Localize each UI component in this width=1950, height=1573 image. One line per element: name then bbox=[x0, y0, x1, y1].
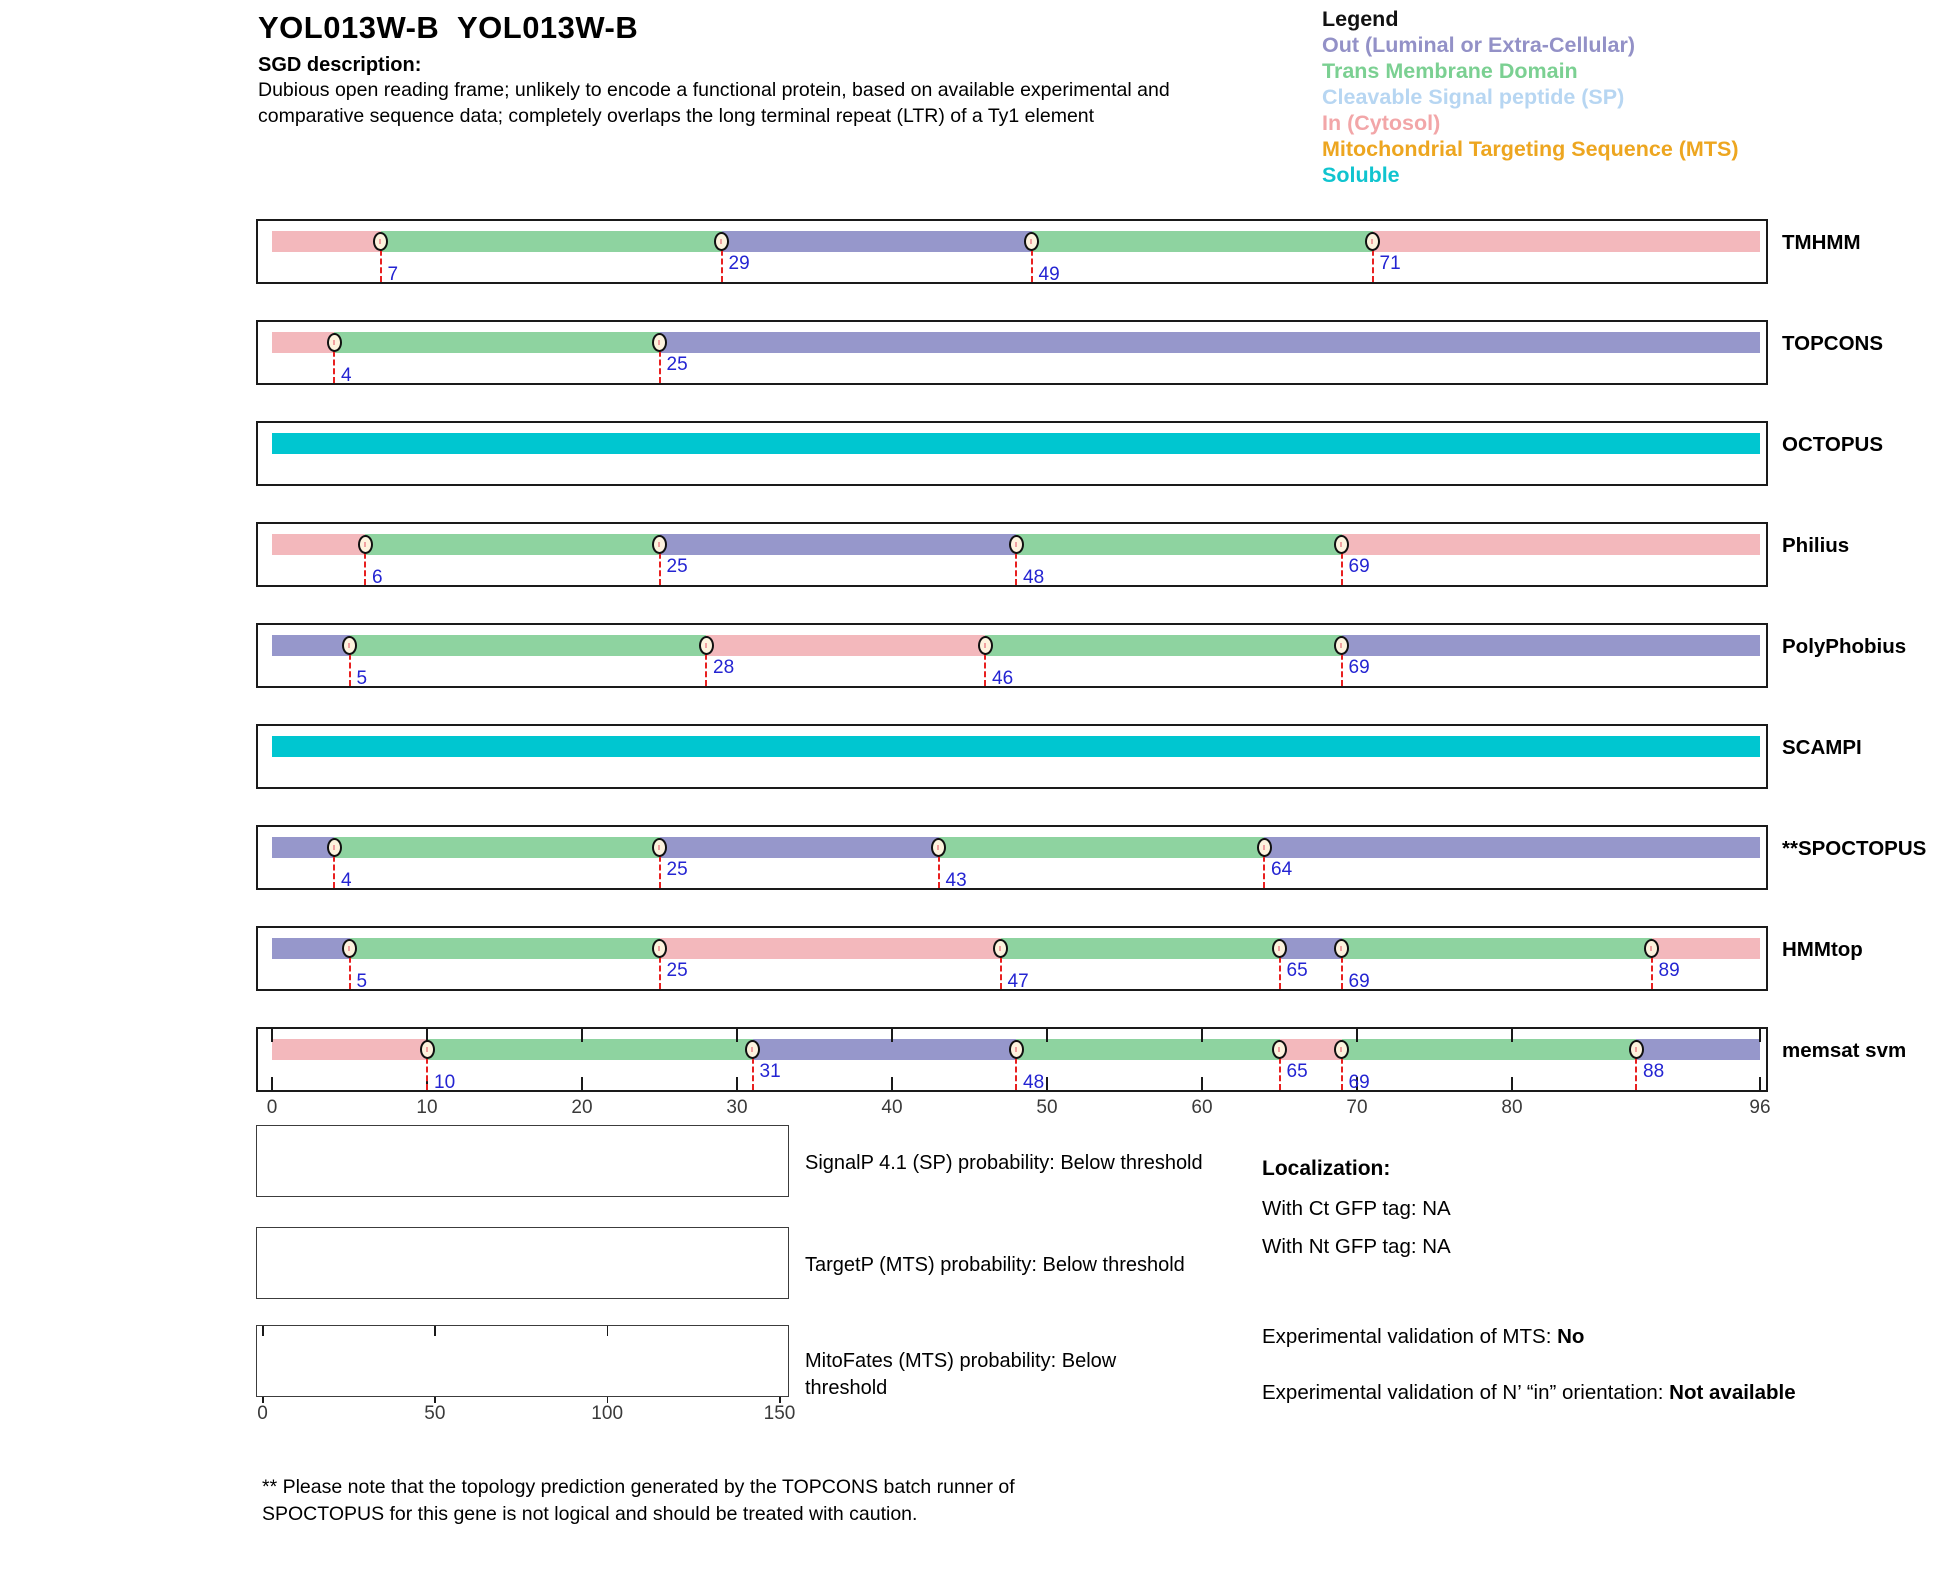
orientation-validation-value: Not available bbox=[1669, 1381, 1796, 1404]
track-name-polyphobius: PolyPhobius bbox=[1782, 635, 1907, 658]
probability-plot-2 bbox=[256, 1325, 789, 1397]
axis-tick-top bbox=[1511, 1029, 1513, 1042]
boundary-number: 65 bbox=[1286, 960, 1308, 981]
boundary-marker bbox=[652, 535, 667, 554]
boundary-number: 47 bbox=[1007, 971, 1029, 992]
segment-tm bbox=[1001, 938, 1280, 959]
marker-center-dot bbox=[426, 1047, 428, 1052]
boundary-marker bbox=[1334, 1040, 1349, 1059]
boundary-number: 43 bbox=[945, 870, 967, 891]
segment-tm bbox=[350, 938, 660, 959]
residue-axis-label: 50 bbox=[1036, 1097, 1058, 1118]
segment-tm bbox=[365, 534, 660, 555]
segment-in bbox=[1373, 231, 1761, 252]
axis-tick-bottom bbox=[736, 1077, 738, 1090]
segment-out bbox=[272, 837, 334, 858]
track-name-memsat-svm: memsat svm bbox=[1782, 1039, 1907, 1062]
sgd-description-text: Dubious open reading frame; unlikely to encode a functional protein, based on available experimental and comparative sequence data; completely overlaps the long terminal repeat (LTR) of a Ty1 element bbox=[258, 79, 1170, 127]
axis-tick-bottom bbox=[1511, 1077, 1513, 1090]
residue-axis-label: 30 bbox=[726, 1097, 748, 1118]
boundary-marker bbox=[1334, 939, 1349, 958]
segment-in bbox=[1280, 1039, 1342, 1060]
boundary-number: 6 bbox=[372, 567, 383, 588]
marker-center-dot bbox=[1340, 643, 1342, 648]
boundary-marker bbox=[993, 939, 1008, 958]
boundary-marker bbox=[652, 333, 667, 352]
residue-axis-label: 70 bbox=[1346, 1097, 1368, 1118]
residue-axis-label: 40 bbox=[881, 1097, 903, 1118]
prob-axis-label: 100 bbox=[591, 1403, 624, 1424]
boundary-number: 71 bbox=[1379, 253, 1401, 274]
residue-axis-label: 10 bbox=[416, 1097, 438, 1118]
boundary-marker bbox=[342, 636, 357, 655]
track-name-hmmtop: HMMtop bbox=[1782, 938, 1863, 961]
boundary-number: 69 bbox=[1348, 556, 1370, 577]
axis-tick-bottom bbox=[1046, 1077, 1048, 1090]
prob-axis-label: 150 bbox=[763, 1403, 796, 1424]
boundary-marker bbox=[1009, 535, 1024, 554]
segment-tm bbox=[334, 837, 660, 858]
boundary-number: 7 bbox=[387, 264, 399, 285]
boundary-marker bbox=[342, 939, 357, 958]
legend-item-out: Out (Luminal or Extra-Cellular) bbox=[1322, 33, 1635, 57]
axis-tick-bottom bbox=[1759, 1077, 1761, 1090]
segment-tm bbox=[985, 635, 1342, 656]
segment-in bbox=[272, 534, 365, 555]
spoctopus-footnote: ** Please note that the topology prediction generated by the TOPCONS batch runner of SPOCTOPUS for this gene is not logical and should be treated with caution. bbox=[262, 1476, 1015, 1525]
marker-center-dot bbox=[720, 239, 722, 244]
segment-tm bbox=[334, 332, 660, 353]
marker-center-dot bbox=[1015, 542, 1017, 547]
boundary-marker bbox=[1272, 939, 1287, 958]
marker-center-dot bbox=[1015, 1047, 1017, 1052]
boundary-marker bbox=[1024, 232, 1039, 251]
boundary-marker bbox=[1629, 1040, 1644, 1059]
mts-validation-line bbox=[1262, 1320, 1584, 1353]
marker-center-dot bbox=[1278, 946, 1280, 951]
segment-in bbox=[706, 635, 985, 656]
marker-center-dot bbox=[1263, 845, 1265, 850]
marker-center-dot bbox=[658, 340, 660, 345]
marker-center-dot bbox=[1030, 239, 1032, 244]
axis-tick-top bbox=[736, 1029, 738, 1042]
marker-center-dot bbox=[937, 845, 939, 850]
track-name-philius: Philius bbox=[1782, 534, 1850, 557]
boundary-marker bbox=[745, 1040, 760, 1059]
axis-tick-top bbox=[1046, 1029, 1048, 1042]
residue-axis-label: 0 bbox=[266, 1097, 278, 1118]
probability-plot-label-0: SignalP 4.1 (SP) probability: Below threshold bbox=[805, 1152, 1203, 1174]
boundary-marker bbox=[1644, 939, 1659, 958]
boundary-marker bbox=[1009, 1040, 1024, 1059]
probability-plot-0 bbox=[256, 1125, 789, 1197]
segment-tm bbox=[1342, 938, 1652, 959]
prob-axis-tick-top bbox=[434, 1326, 436, 1336]
orientation-validation-label: Experimental validation of N’ “in” orientation: bbox=[1262, 1381, 1670, 1404]
boundary-number: 69 bbox=[1348, 971, 1370, 992]
segment-out bbox=[753, 1039, 1017, 1060]
axis-tick-bottom bbox=[271, 1077, 273, 1090]
track-memsat-svm bbox=[256, 1027, 1768, 1092]
marker-center-dot bbox=[1340, 542, 1342, 547]
prob-axis-label: 0 bbox=[257, 1403, 268, 1424]
marker-center-dot bbox=[1340, 946, 1342, 951]
mts-validation-label: Experimental validation of MTS: bbox=[1262, 1325, 1558, 1348]
axis-tick-bottom bbox=[581, 1077, 583, 1090]
segment-tm bbox=[350, 635, 707, 656]
marker-center-dot bbox=[1371, 239, 1373, 244]
residue-axis-label: 80 bbox=[1501, 1097, 1523, 1118]
segment-soluble bbox=[272, 736, 1760, 757]
marker-center-dot bbox=[658, 542, 660, 547]
boundary-marker bbox=[1334, 535, 1349, 554]
boundary-number: 69 bbox=[1348, 1072, 1370, 1093]
boundary-number: 29 bbox=[728, 253, 750, 274]
axis-tick-top bbox=[891, 1029, 893, 1042]
segment-tm bbox=[1342, 1039, 1637, 1060]
marker-center-dot bbox=[379, 239, 381, 244]
prob-axis-label: 50 bbox=[424, 1403, 446, 1424]
track-name-tmhmm: TMHMM bbox=[1782, 231, 1861, 254]
boundary-number: 4 bbox=[341, 365, 352, 386]
boundary-number: 65 bbox=[1286, 1061, 1308, 1082]
marker-center-dot bbox=[1340, 1047, 1342, 1052]
marker-center-dot bbox=[1650, 946, 1652, 951]
marker-center-dot bbox=[658, 845, 660, 850]
segment-out bbox=[272, 635, 350, 656]
boundary-number: 48 bbox=[1023, 1072, 1045, 1093]
segment-in bbox=[1342, 534, 1761, 555]
residue-axis-label: 20 bbox=[571, 1097, 593, 1118]
boundary-number: 49 bbox=[1038, 264, 1060, 285]
boundary-number: 25 bbox=[666, 556, 688, 577]
segment-tm bbox=[1016, 1039, 1280, 1060]
boundary-marker bbox=[1334, 636, 1349, 655]
legend-item-soluble: Soluble bbox=[1322, 163, 1400, 187]
axis-tick-top bbox=[1759, 1029, 1761, 1042]
boundary-number: 89 bbox=[1658, 960, 1680, 981]
localization-heading: Localization: bbox=[1262, 1157, 1391, 1180]
axis-tick-bottom bbox=[891, 1077, 893, 1090]
boundary-number: 25 bbox=[666, 960, 688, 981]
marker-center-dot bbox=[984, 643, 986, 648]
track-name-octopus: OCTOPUS bbox=[1782, 433, 1883, 456]
boundary-number: 64 bbox=[1271, 859, 1293, 880]
boundary-marker bbox=[652, 939, 667, 958]
boundary-marker bbox=[358, 535, 373, 554]
axis-tick-top bbox=[581, 1029, 583, 1042]
marker-center-dot bbox=[751, 1047, 753, 1052]
boundary-number: 48 bbox=[1023, 567, 1045, 588]
marker-center-dot bbox=[1278, 1047, 1280, 1052]
segment-out bbox=[1636, 1039, 1760, 1060]
segment-tm bbox=[939, 837, 1265, 858]
boundary-number: 5 bbox=[356, 668, 368, 689]
track-name-spoctopus: **SPOCTOPUS bbox=[1782, 837, 1927, 860]
legend-item-mts: Mitochondrial Targeting Sequence (MTS) bbox=[1322, 137, 1739, 161]
boundary-marker bbox=[1257, 838, 1272, 857]
boundary-marker bbox=[714, 232, 729, 251]
orientation-validation-line bbox=[1262, 1376, 1802, 1409]
track-name-topcons: TOPCONS bbox=[1782, 332, 1883, 355]
boundary-marker bbox=[1272, 1040, 1287, 1059]
boundary-marker bbox=[327, 333, 342, 352]
boundary-marker bbox=[327, 838, 342, 857]
boundary-marker bbox=[420, 1040, 435, 1059]
boundary-marker bbox=[373, 232, 388, 251]
boundary-number: 4 bbox=[341, 870, 352, 891]
segment-out bbox=[660, 837, 939, 858]
track-name-scampi: SCAMPI bbox=[1782, 736, 1862, 759]
track-philius bbox=[256, 522, 1768, 587]
boundary-number: 28 bbox=[713, 657, 735, 678]
segment-in bbox=[272, 332, 334, 353]
marker-center-dot bbox=[999, 946, 1001, 951]
track-spoctopus bbox=[256, 825, 1768, 890]
marker-center-dot bbox=[658, 946, 660, 951]
boundary-number: 31 bbox=[759, 1061, 781, 1082]
prob-axis-tick-top bbox=[262, 1326, 264, 1336]
track-tmhmm bbox=[256, 219, 1768, 284]
track-topcons bbox=[256, 320, 1768, 385]
prob-axis-tick-top bbox=[607, 1326, 609, 1336]
segment-tm bbox=[1016, 534, 1342, 555]
marker-center-dot bbox=[333, 340, 335, 345]
track-polyphobius bbox=[256, 623, 1768, 688]
boundary-number: 5 bbox=[356, 971, 368, 992]
segment-in bbox=[660, 938, 1001, 959]
segment-out bbox=[660, 332, 1761, 353]
segment-in bbox=[1652, 938, 1761, 959]
marker-center-dot bbox=[364, 542, 366, 547]
axis-tick-top bbox=[271, 1029, 273, 1042]
legend-title: Legend bbox=[1322, 7, 1399, 31]
segment-out bbox=[1280, 938, 1342, 959]
localization-nt-gfp: With Nt GFP tag: NA bbox=[1262, 1235, 1451, 1258]
residue-axis-label: 60 bbox=[1191, 1097, 1213, 1118]
probability-plot-label-1: TargetP (MTS) probability: Below threshold bbox=[805, 1254, 1185, 1276]
segment-out bbox=[272, 938, 350, 959]
residue-axis-label: 96 bbox=[1749, 1097, 1771, 1118]
legend-items bbox=[1322, 32, 1738, 188]
mts-validation-value: No bbox=[1557, 1325, 1585, 1348]
segment-out bbox=[1342, 635, 1761, 656]
probability-plot-label-2: MitoFates (MTS) probability: Below threshold bbox=[805, 1350, 1117, 1399]
legend-item-in: In (Cytosol) bbox=[1322, 111, 1441, 135]
segment-tm bbox=[381, 231, 722, 252]
boundary-marker bbox=[931, 838, 946, 857]
page-title: YOL013W-B YOL013W-B bbox=[258, 10, 639, 45]
boundary-number: 46 bbox=[992, 668, 1014, 689]
track-scampi bbox=[256, 724, 1768, 789]
segment-tm bbox=[1032, 231, 1373, 252]
axis-tick-top bbox=[1201, 1029, 1203, 1042]
segment-out bbox=[660, 534, 1017, 555]
boundary-marker bbox=[978, 636, 993, 655]
boundary-marker bbox=[1365, 232, 1380, 251]
boundary-marker bbox=[699, 636, 714, 655]
boundary-number: 88 bbox=[1643, 1061, 1665, 1082]
axis-tick-top bbox=[1356, 1029, 1358, 1042]
marker-center-dot bbox=[333, 845, 335, 850]
marker-center-dot bbox=[348, 643, 350, 648]
segment-tm bbox=[427, 1039, 753, 1060]
marker-center-dot bbox=[705, 643, 707, 648]
boundary-marker bbox=[652, 838, 667, 857]
segment-out bbox=[722, 231, 1032, 252]
legend-item-tm: Trans Membrane Domain bbox=[1322, 59, 1578, 83]
boundary-number: 25 bbox=[666, 859, 688, 880]
boundary-number: 10 bbox=[434, 1072, 456, 1093]
legend-item-sp: Cleavable Signal peptide (SP) bbox=[1322, 85, 1625, 109]
boundary-number: 69 bbox=[1348, 657, 1370, 678]
marker-center-dot bbox=[1635, 1047, 1637, 1052]
segment-in bbox=[272, 231, 381, 252]
track-octopus bbox=[256, 421, 1768, 486]
axis-tick-bottom bbox=[1201, 1077, 1203, 1090]
probability-plot-1 bbox=[256, 1227, 789, 1299]
segment-in bbox=[272, 1039, 427, 1060]
track-hmmtop bbox=[256, 926, 1768, 991]
marker-center-dot bbox=[348, 946, 350, 951]
segment-soluble bbox=[272, 433, 1760, 454]
segment-out bbox=[1264, 837, 1760, 858]
legend bbox=[1322, 6, 1738, 188]
boundary-number: 25 bbox=[666, 354, 688, 375]
localization-ct-gfp: With Ct GFP tag: NA bbox=[1262, 1197, 1451, 1220]
sgd-description-heading: SGD description: bbox=[258, 54, 422, 76]
